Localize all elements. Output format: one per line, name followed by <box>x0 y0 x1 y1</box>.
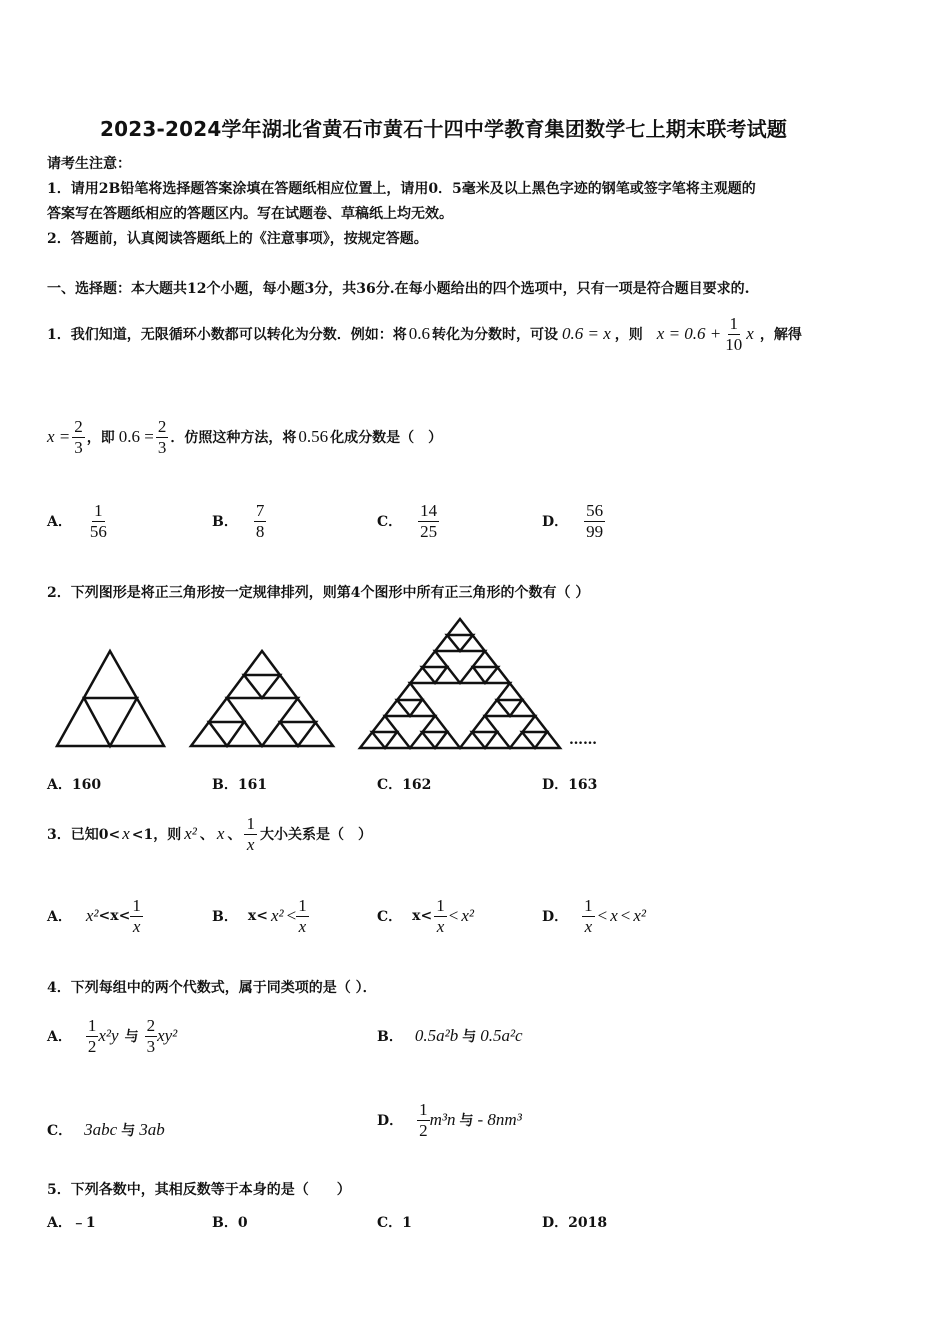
q1-option-a[interactable] <box>47 497 109 545</box>
q3-sep-2: 、 <box>227 827 242 843</box>
q4-option-c-label: C． <box>47 1123 73 1139</box>
q5-option-c[interactable] <box>377 1212 412 1232</box>
q3-option-c[interactable] <box>377 890 474 942</box>
q1-eq2-den: 10 <box>725 334 743 354</box>
q4-c-yu: 与 <box>121 1123 136 1139</box>
q3-option-a-label: A． <box>47 909 72 925</box>
q1-option-c[interactable] <box>377 497 439 545</box>
q4-b-yu: 与 <box>462 1029 477 1045</box>
q2-triangle-figures <box>40 610 620 760</box>
q2-option-c[interactable] <box>377 774 431 794</box>
triangle-figure-1 <box>57 651 164 746</box>
q4-d-yu: 与 <box>459 1113 474 1129</box>
notice-line-3: 2．答题前，认真阅读答题纸上的《注意事项》，按规定答题。 <box>47 231 428 247</box>
q5-option-a-value: ﹣1 <box>71 1215 96 1231</box>
q3-option-d[interactable] <box>542 890 646 942</box>
q4-a-coef1-den: 2 <box>87 1036 97 1056</box>
q1-eq2-left: x = 0.6 + <box>656 324 722 343</box>
q3-d-recip-num: 1 <box>584 895 593 915</box>
q3-c-recip-den: x <box>436 916 445 936</box>
q1-result-left: x = <box>47 427 71 446</box>
q4-option-a[interactable] <box>47 1010 177 1062</box>
q5-option-d-label: D． <box>542 1215 569 1231</box>
q1-option-d-label: D． <box>542 514 569 530</box>
q1-text-f: ．仿照这种方法，将 <box>170 430 297 446</box>
q1-result2-fraction <box>156 417 169 458</box>
q4-a-coef1-num: 1 <box>87 1015 97 1035</box>
q2-option-b[interactable] <box>212 774 267 794</box>
q4-option-c[interactable] <box>47 1110 165 1150</box>
q2-ellipsis: …… <box>569 732 597 748</box>
q3-text-b: <1，则 <box>131 827 182 843</box>
q4-d-coef-num: 1 <box>419 1099 428 1119</box>
q3-a-recip <box>130 896 143 937</box>
q4-d-coef-den: 2 <box>419 1120 428 1140</box>
q3-option-c-label: C． <box>377 909 403 925</box>
q4-c-term2: 3ab <box>139 1120 165 1139</box>
q1-option-d[interactable] <box>542 497 605 545</box>
q2-option-d-value: 163 <box>568 777 598 793</box>
q2-option-c-label: C． <box>377 777 403 793</box>
q3-c-recip <box>434 896 447 937</box>
q5-option-c-value: 1 <box>402 1215 412 1231</box>
q1-option-b-num: 7 <box>255 500 265 520</box>
triangle-figure-2 <box>191 651 333 746</box>
q1-result-fraction <box>72 417 85 458</box>
q1-option-c-label: C． <box>377 514 403 530</box>
q5-option-b-value: 0 <box>237 1215 248 1231</box>
q1-option-a-fraction <box>88 501 109 542</box>
q4-d-term1: m³n <box>429 1110 456 1129</box>
q3-d-sq: x² <box>633 906 647 925</box>
q3-reciprocal <box>244 814 257 855</box>
q3-b-lt2: < <box>286 906 297 925</box>
q3-line <box>47 808 372 860</box>
q2-option-d[interactable] <box>542 774 597 794</box>
q3-text-c: 大小关系是（ ） <box>259 827 372 843</box>
notice-heading: 请考生注意： <box>47 156 131 172</box>
page-title: 2023-2024学年湖北省黄石市黄石十四中学教育集团数学七上期末联考试题 <box>100 117 788 141</box>
q2-option-c-value: 162 <box>402 777 432 793</box>
q2-option-b-label: B． <box>212 777 238 793</box>
q1-option-a-label: A． <box>47 514 72 530</box>
q3-sep-1: 、 <box>199 827 214 843</box>
q4-a-coef2-den: 3 <box>146 1036 156 1056</box>
q4-option-a-label: A． <box>47 1029 72 1045</box>
q1-option-c-fraction <box>418 501 439 542</box>
q4-a-coef2-num: 2 <box>146 1015 156 1035</box>
q4-text: 4．下列每组中的两个代数式，属于同类项的是（ ）． <box>47 980 377 996</box>
q1-result-den: 3 <box>74 437 83 457</box>
q3-a-recip-num: 1 <box>132 895 141 915</box>
q2-option-a-value: 160 <box>71 777 102 793</box>
q3-a-lt1: < <box>98 908 111 924</box>
q1-repeat-decimal-1: 0.6 <box>408 324 430 343</box>
q5-option-a[interactable] <box>47 1212 96 1232</box>
q3-a-x: x <box>110 908 119 924</box>
q5-text: 5．下列各数中，其相反数等于本身的是（ ） <box>47 1182 351 1198</box>
q2-option-d-label: D． <box>542 777 569 793</box>
q3-x-squared: x² <box>184 824 197 843</box>
q3-b-lt1: < <box>256 908 268 924</box>
q3-d-x: x <box>610 906 618 925</box>
q2-option-b-value: 161 <box>237 777 268 793</box>
q5-option-c-label: C． <box>377 1215 403 1231</box>
q2-option-a-label: A． <box>47 777 72 793</box>
q5-option-b[interactable] <box>212 1212 248 1232</box>
q1-eq1: 0.6 = x <box>562 324 611 343</box>
q1-option-c-den: 25 <box>420 521 438 541</box>
q5-option-a-label: A． <box>47 1215 72 1231</box>
q1-result2-left: 0.6 = <box>118 427 154 446</box>
q3-a-recip-den: x <box>132 916 141 936</box>
q1-text-c: ，则 <box>614 327 643 343</box>
q1-eq2-var: x <box>746 324 754 343</box>
q1-eq2-fraction <box>723 314 744 355</box>
q4-a-term1: x²y <box>98 1026 119 1045</box>
q3-c-lt2: < <box>448 906 459 925</box>
q3-a-sq: x² <box>85 906 99 925</box>
q4-a-coef2 <box>145 1016 158 1057</box>
q1-option-d-num: 56 <box>586 500 604 520</box>
q3-option-d-label: D． <box>542 909 569 925</box>
q1-result2-num: 2 <box>157 416 167 436</box>
q3-c-recip-num: 1 <box>436 895 445 915</box>
q5-option-d[interactable] <box>542 1212 607 1232</box>
q1-line2 <box>47 413 442 461</box>
q3-b-recip-den: x <box>298 916 307 936</box>
q1-option-c-num: 14 <box>420 500 438 520</box>
q2-text: 2．下列图形是将正三角形按一定规律排列，则第4个图形中所有正三角形的个数有（ ） <box>47 585 590 601</box>
q1-option-b-fraction <box>254 501 267 542</box>
q4-b-term1: 0.5a²b <box>414 1026 459 1045</box>
q4-b-term2: 0.5a²c <box>480 1026 523 1045</box>
q1-text-g: 化成分数是（ ） <box>330 430 443 446</box>
q3-b-recip-num: 1 <box>298 895 307 915</box>
q4-c-term1: 3abc <box>84 1120 118 1139</box>
q3-option-b-label: B． <box>212 909 238 925</box>
q3-option-a[interactable] <box>47 890 143 942</box>
q1-eq2-num: 1 <box>729 313 739 333</box>
q5-option-d-value: 2018 <box>568 1215 608 1231</box>
q1-option-b-label: B． <box>212 514 238 530</box>
triangle-figure-3 <box>360 619 560 748</box>
q3-c-lt1: < <box>420 908 433 924</box>
q1-result2-den: 3 <box>157 437 167 457</box>
q4-d-coef <box>417 1100 430 1141</box>
q3-d-lt1: < <box>597 906 608 925</box>
q3-d-recip <box>582 896 595 937</box>
q3-d-lt2: < <box>620 906 631 925</box>
q3-c-x: x <box>412 908 421 924</box>
q2-option-a[interactable] <box>47 774 101 794</box>
q4-a-yu: 与 <box>124 1029 139 1045</box>
q3-reciprocal-num: 1 <box>246 813 255 833</box>
q1-text-a: 1．我们知道，无限循环小数都可以转化为分数．例如：将 <box>47 327 407 343</box>
q1-line1 <box>47 310 802 358</box>
q1-option-b-den: 8 <box>255 521 265 541</box>
q1-option-b[interactable] <box>212 497 266 545</box>
q1-text-e: ，即 <box>86 430 115 446</box>
q3-text-a: 3．已知0< <box>47 827 121 843</box>
notice-line-1: 1．请用2B铅笔将选择题答案涂填在答题纸相应位置上，请用0．5毫米及以上黑色字迹的钢笔或签字笔将主观题的 <box>47 181 756 197</box>
q3-option-b[interactable] <box>212 890 309 942</box>
q3-d-recip-den: x <box>584 916 593 936</box>
q4-option-b-label: B． <box>377 1029 403 1045</box>
q1-option-d-fraction <box>584 501 605 542</box>
q3-a-lt2: < <box>118 908 131 924</box>
q1-option-d-den: 99 <box>586 521 604 541</box>
q3-b-x: x <box>247 908 257 924</box>
q3-reciprocal-den: x <box>246 834 255 854</box>
q4-option-b[interactable] <box>377 1010 523 1062</box>
q5-option-b-label: B． <box>212 1215 238 1231</box>
q3-var: x <box>122 824 130 843</box>
q4-d-term2: - 8nm³ <box>477 1110 522 1129</box>
q3-b-recip <box>296 896 309 937</box>
q4-a-term2: xy² <box>157 1026 178 1045</box>
q1-option-a-num: 1 <box>94 500 103 520</box>
q3-x: x <box>216 824 225 843</box>
section-heading: 一、选择题：本大题共12个小题，每小题3分，共36分.在每小题给出的四个选项中，只有一项是符合题目要求的. <box>47 281 750 297</box>
q1-text-b: 转化为分数时，可设 <box>432 327 558 343</box>
q3-c-sq: x² <box>461 906 474 925</box>
q1-repeat-decimal-2: 0.56 <box>298 427 329 446</box>
q4-option-d[interactable] <box>377 1094 522 1146</box>
q4-option-d-label: D． <box>377 1113 404 1129</box>
q1-text-d: ，解得 <box>759 327 802 343</box>
q1-result-num: 2 <box>74 416 83 436</box>
q1-option-a-den: 56 <box>89 521 107 541</box>
q4-a-coef1 <box>86 1016 99 1057</box>
notice-line-2: 答案写在答题纸相应的答题区内。写在试题卷、草稿纸上均无效。 <box>47 206 453 222</box>
q3-b-sq: x² <box>270 906 284 925</box>
